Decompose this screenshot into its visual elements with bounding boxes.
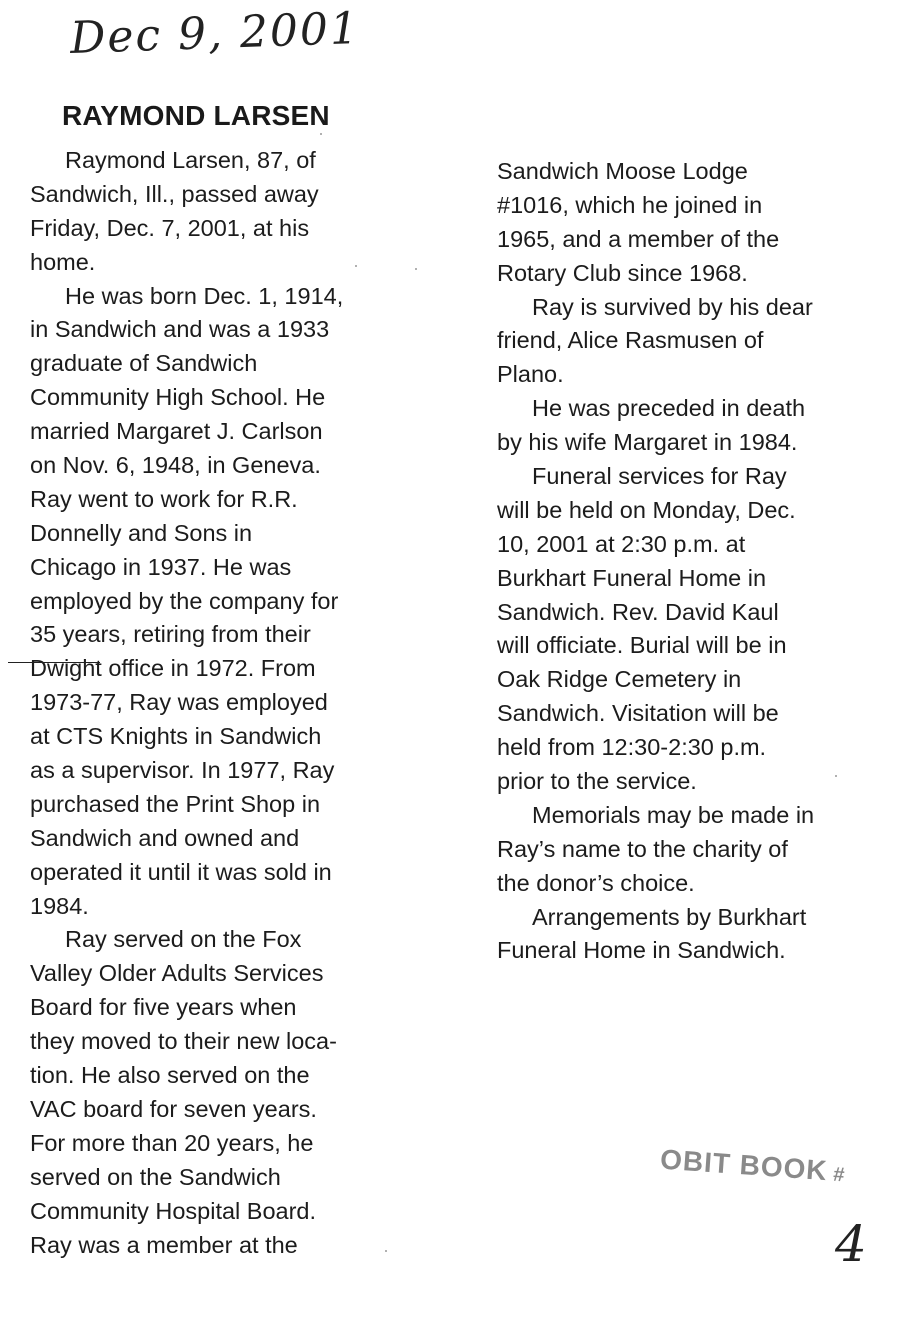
article-line: Sandwich. Rev. David Kaul bbox=[497, 598, 779, 625]
stamp-hash: # bbox=[832, 1163, 847, 1187]
article-line: Ray is survived by his dear bbox=[532, 293, 813, 320]
article-line: in Sandwich and was a 1933 bbox=[30, 316, 330, 343]
article-line: tion. He also served on the bbox=[30, 1062, 310, 1089]
article-line: Ray was a member at the bbox=[30, 1231, 298, 1258]
article-line: Funeral Home in Sandwich. bbox=[497, 937, 786, 964]
article-line: He was born Dec. 1, 1914, bbox=[65, 282, 344, 309]
article-line: Chicago in 1937. He was bbox=[30, 553, 292, 580]
article-line: friend, Alice Rasmusen of bbox=[497, 327, 764, 354]
article-line: at CTS Knights in Sandwich bbox=[30, 723, 322, 750]
article-line: by his wife Margaret in 1984. bbox=[497, 429, 798, 456]
article-line: will be held on Monday, Dec. bbox=[497, 496, 796, 523]
handwritten-date: Dec 9, 2001 bbox=[69, 2, 361, 65]
article-line: Burkhart Funeral Home in bbox=[497, 564, 767, 591]
article-line: employed by the company for bbox=[30, 587, 339, 614]
article-line: Donnelly and Sons in bbox=[30, 519, 253, 546]
obit-book-stamp bbox=[659, 1144, 847, 1189]
article-line: Oak Ridge Cemetery in bbox=[497, 666, 742, 693]
obituary-headline: RAYMOND LARSEN bbox=[62, 100, 330, 131]
article-line: on Nov. 6, 1948, in Geneva. bbox=[30, 452, 321, 479]
article-line: the donor’s choice. bbox=[497, 869, 695, 896]
article-line: purchased the Print Shop in bbox=[30, 790, 321, 817]
article-line: 10, 2001 at 2:30 p.m. at bbox=[497, 530, 746, 557]
article-line: Community Hospital Board. bbox=[30, 1197, 317, 1224]
article-line: operated it until it was sold in bbox=[30, 858, 332, 885]
article-column-right bbox=[497, 155, 814, 968]
article-line: held from 12:30-2:30 p.m. bbox=[497, 734, 767, 761]
article-line: Raymond Larsen, 87, of bbox=[65, 147, 316, 173]
article-line: #1016, which he joined in bbox=[497, 191, 763, 218]
article-line: they moved to their new loca- bbox=[30, 1028, 337, 1055]
article-line: Valley Older Adults Services bbox=[30, 960, 324, 987]
article-line: served on the Sandwich bbox=[30, 1163, 281, 1190]
article-line: Rotary Club since 1968. bbox=[497, 259, 748, 286]
article-line: 1965, and a member of the bbox=[497, 225, 780, 252]
article-line: Sandwich Moose Lodge bbox=[497, 158, 748, 184]
article-line: Funeral services for Ray bbox=[532, 463, 787, 490]
article-line: Ray’s name to the charity of bbox=[497, 835, 788, 862]
stamp-label: OBIT BOOK bbox=[659, 1143, 829, 1187]
article-line: For more than 20 years, he bbox=[30, 1129, 314, 1156]
article-line: Memorials may be made in bbox=[532, 801, 815, 828]
article-line: home. bbox=[30, 248, 96, 275]
scan-speck bbox=[415, 268, 417, 270]
article-line: graduate of Sandwich bbox=[30, 350, 258, 377]
handwritten-underline bbox=[8, 662, 100, 663]
scan-speck bbox=[355, 265, 357, 267]
article-line: as a supervisor. In 1977, Ray bbox=[30, 757, 335, 784]
article-line: 35 years, retiring from their bbox=[30, 621, 311, 648]
scan-speck bbox=[835, 775, 837, 777]
article-line: 1973-77, Ray was employed bbox=[30, 689, 328, 716]
article-line: 1984. bbox=[30, 892, 89, 919]
article-line: Board for five years when bbox=[30, 994, 297, 1021]
article-line: Ray went to work for R.R. bbox=[30, 485, 298, 512]
article-line: VAC board for seven years. bbox=[30, 1095, 317, 1122]
article-column-left bbox=[30, 144, 343, 1262]
handwritten-book-number: 4 bbox=[835, 1215, 867, 1273]
article-line: prior to the service. bbox=[497, 768, 697, 795]
article-line: Ray served on the Fox bbox=[65, 926, 302, 953]
article-line: will officiate. Burial will be in bbox=[497, 632, 787, 659]
article-line: Plano. bbox=[497, 361, 564, 388]
article-line: He was preceded in death bbox=[532, 395, 806, 422]
article-line: Friday, Dec. 7, 2001, at his bbox=[30, 214, 310, 241]
article-line: Sandwich. Visitation will be bbox=[497, 700, 779, 727]
article-line: Dwight office in 1972. From bbox=[30, 655, 316, 682]
article-line: married Margaret J. Carlson bbox=[30, 418, 323, 445]
scan-speck bbox=[320, 133, 322, 135]
article-line: Sandwich and owned and bbox=[30, 824, 300, 851]
article-line: Arrangements by Burkhart bbox=[532, 903, 807, 930]
article-line: Sandwich, Ill., passed away bbox=[30, 180, 319, 207]
article-line: Community High School. He bbox=[30, 384, 326, 411]
scan-speck bbox=[385, 1250, 387, 1252]
